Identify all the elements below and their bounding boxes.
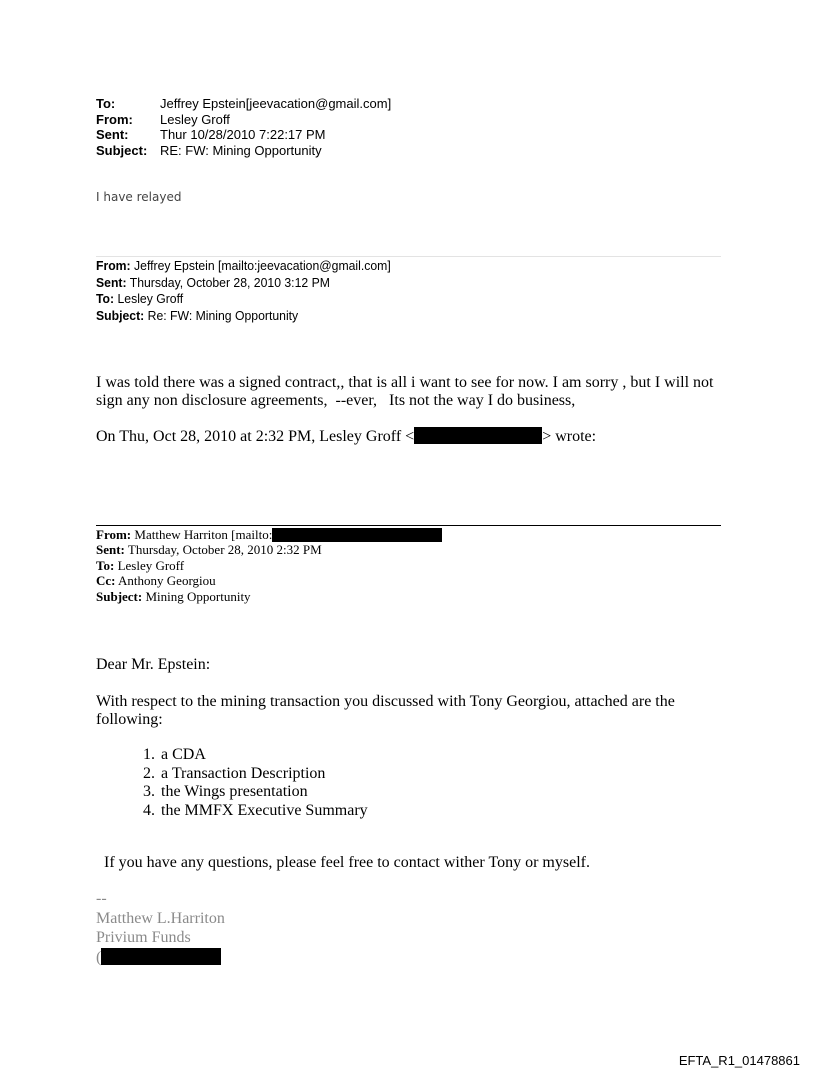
quoted1-subject-value: Re: FW: Mining Opportunity: [147, 307, 299, 323]
list-item-number: 2.: [143, 764, 155, 782]
list-item-text: a Transaction Description: [161, 764, 326, 782]
signature-name: Matthew L.Harriton: [96, 909, 225, 927]
quoted2-cc-label: Cc:: [96, 573, 116, 589]
redaction-box: [101, 948, 221, 965]
quoted2-to-label: To:: [96, 557, 115, 573]
header-subject-row: [96, 143, 391, 159]
subject-value: RE: FW: Mining Opportunity: [160, 142, 322, 158]
quoted2-from-value: Matthew Harriton [mailto:: [134, 527, 273, 542]
list-item-text: the Wings presentation: [161, 783, 308, 800]
quoted2-cc-value: Anthony Georgiou: [118, 573, 216, 589]
wrote-line: [96, 427, 596, 446]
quoted1-to-row: [96, 291, 391, 308]
quoted1-subject-label: Subject:: [96, 307, 145, 323]
subject-label: Subject:: [96, 142, 148, 158]
quoted2-cc-row: [96, 573, 442, 588]
attachment-list: [136, 746, 368, 820]
signature-phone: [96, 948, 225, 968]
reply-body: I have relayed: [96, 190, 182, 204]
quoted1-from-value: Jeffrey Epstein [mailto:jeevacation@gmail.com]: [134, 258, 391, 273]
quoted2-to-row: [96, 558, 442, 573]
sent-label: Sent:: [96, 127, 129, 142]
closing-line: If you have any questions, please feel free to contact wither Tony or myself.: [104, 854, 590, 871]
signature-phone-prefix: (: [96, 948, 102, 966]
header-to-row: [96, 96, 391, 112]
signature-block: [96, 889, 225, 967]
list-item-number: 4.: [143, 801, 155, 819]
epstein-body-line-2: sign any non disclosure agreements, --ever, Its not the way I do business,: [96, 392, 576, 409]
to-label: To:: [96, 96, 116, 111]
quoted2-subject-value: Mining Opportunity: [145, 588, 251, 604]
quoted1-to-value: Lesley Groff: [117, 291, 184, 306]
quote-divider-2: [96, 525, 721, 526]
quoted1-sent-label: Sent:: [96, 274, 127, 290]
quoted1-to-label: To:: [96, 291, 115, 306]
list-item-number: 3.: [143, 783, 155, 800]
list-item: [136, 746, 368, 765]
intro-line-1: With respect to the mining transaction you discussed with Tony Georgiou, attached are the: [96, 693, 675, 710]
from-value: Lesley Groff: [160, 111, 230, 127]
list-item: [136, 802, 368, 821]
header-from-row: [96, 112, 391, 128]
quoted1-from-row: [96, 258, 391, 275]
list-item-text: the MMFX Executive Summary: [161, 801, 368, 819]
redaction-box: [414, 427, 542, 444]
list-item: [136, 783, 368, 802]
signature-company: Privium Funds: [96, 929, 191, 946]
quoted2-subject-row: [96, 589, 442, 604]
quoted2-subject-label: Subject:: [96, 588, 143, 604]
quoted1-sent-value: Thursday, October 28, 2010 3:12 PM: [129, 274, 330, 290]
to-value: Jeffrey Epstein[jeevacation@gmail.com]: [160, 96, 392, 111]
email-header: [96, 96, 391, 158]
quoted1-sent-row: [96, 275, 391, 292]
quoted1-subject-row: [96, 308, 391, 325]
list-item-text: a CDA: [161, 746, 206, 763]
document-id: EFTA_R1_01478861: [678, 1053, 800, 1068]
list-item-number: 1.: [143, 746, 155, 763]
intro-line-2: following:: [96, 711, 163, 728]
quoted2-from-label: From:: [96, 527, 132, 542]
signature-dashes: --: [96, 890, 107, 907]
redaction-box: [272, 528, 442, 542]
greeting: Dear Mr. Epstein:: [96, 656, 211, 673]
quoted2-sent-label: Sent:: [96, 542, 125, 558]
quoted2-from-row: [96, 527, 442, 542]
quoted2-sent-value: Thursday, October 28, 2010 2:32 PM: [127, 542, 322, 558]
quoted1-from-label: From:: [96, 258, 131, 273]
header-sent-row: [96, 127, 391, 143]
epstein-body-line-1: I was told there was a signed contract,, that is all i want to see for now. I am sorry , but I will not: [96, 374, 714, 391]
from-label: From:: [96, 111, 133, 127]
wrote-prefix: On Thu, Oct 28, 2010 at 2:32 PM, Lesley Groff <: [96, 428, 415, 445]
quoted2-to-value: Lesley Groff: [117, 557, 185, 573]
quoted-header-1: [96, 258, 391, 324]
wrote-suffix: > wrote:: [542, 428, 597, 445]
list-item: [136, 765, 368, 784]
quoted-header-2: [96, 527, 442, 604]
sent-value: Thur 10/28/2010 7:22:17 PM: [160, 127, 326, 142]
quote-divider-1: [96, 256, 721, 257]
quoted2-sent-row: [96, 542, 442, 557]
